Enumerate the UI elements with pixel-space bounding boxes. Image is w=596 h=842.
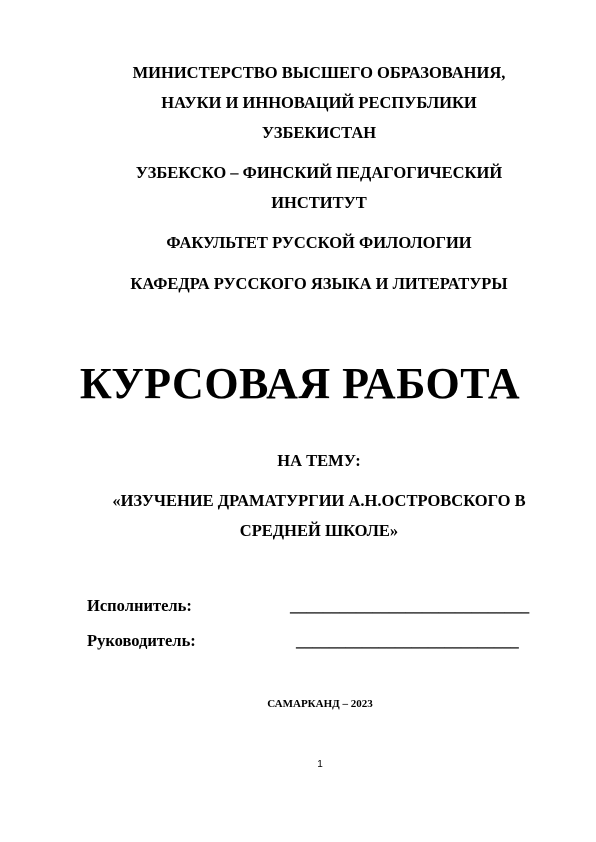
faculty-line: ФАКУЛЬТЕТ РУССКОЙ ФИЛОЛОГИИ — [166, 233, 472, 252]
supervisor-label: Руководитель: — [87, 631, 196, 650]
topic-line-1: «ИЗУЧЕНИЕ ДРАМАТУРГИИ А.Н.ОСТРОВСКОГО В — [112, 491, 526, 510]
department-name — [40, 271, 596, 297]
document-title: КУРСОВАЯ РАБОТА — [79, 359, 521, 408]
institute-name — [60, 158, 578, 218]
topic-line-2: СРЕДНЕЙ ШКОЛЕ» — [239, 521, 399, 540]
supervisor-signature-line: ___________________________ — [296, 631, 519, 650]
topic-title — [40, 486, 596, 546]
executor-label: Исполнитель: — [87, 596, 192, 615]
city-year: САМАРКАНД – 2023 — [267, 698, 373, 710]
institute-line-2: ИНСТИТУТ — [271, 193, 367, 212]
department-line: КАФЕДРА РУССКОГО ЯЗЫКА И ЛИТЕРАТУРЫ — [130, 274, 508, 293]
ministry-line-2: НАУКИ И ИННОВАЦИЙ РЕСПУБЛИКИ — [161, 93, 477, 112]
topic-label — [60, 448, 578, 474]
ministry-line-1: МИНИСТЕРСТВО ВЫСШЕГО ОБРАЗОВАНИЯ, — [132, 63, 506, 82]
executor-signature-line: _____________________________ — [290, 596, 530, 615]
faculty-name — [60, 230, 578, 256]
institute-line-1: УЗБЕКСКО – ФИНСКИЙ ПЕДАГОГИЧЕСКИЙ — [135, 163, 503, 182]
topic-label-text: НА ТЕМУ: — [277, 451, 361, 470]
page-number: 1 — [317, 759, 323, 770]
ministry-name — [60, 58, 578, 148]
ministry-line-3: УЗБЕКИСТАН — [261, 123, 377, 142]
